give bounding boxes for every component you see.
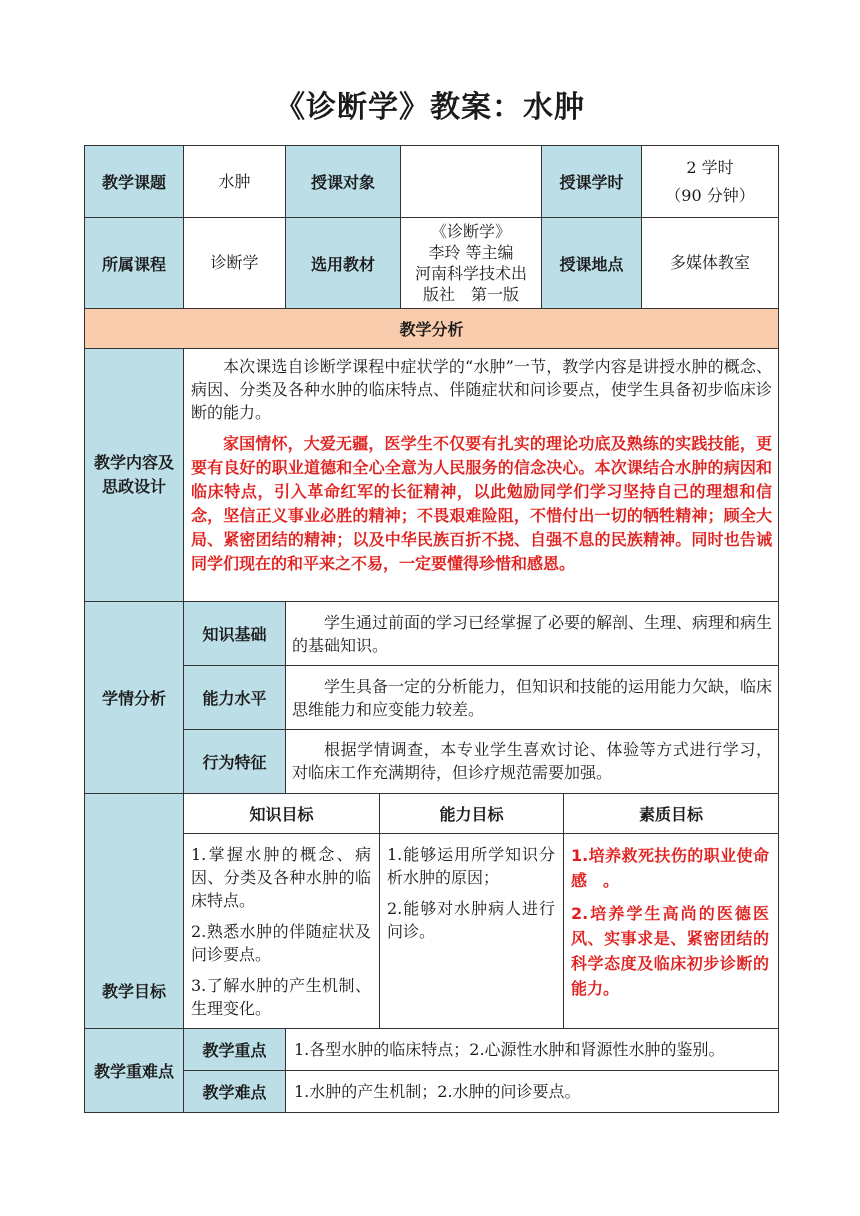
quality-goal-header: 素质目标 xyxy=(563,793,779,834)
behavior-text xyxy=(292,738,772,784)
analysis-section-header: 教学分析 xyxy=(84,308,779,349)
content-paragraph: 本次课选自诊断学课程中症状学的“水肿”一节，教学内容是讲授水肿的概念、病因、分类及各种水肿的临床特点、伴随症状和问诊要点，使学生具备初步临床诊断的能力。 xyxy=(191,357,772,422)
textbook-line: 李玲 等主编 xyxy=(428,243,514,262)
knowledge-goal-item: 2.熟悉水肿的伴随症状及问诊要点。 xyxy=(191,922,371,964)
difficulty-value xyxy=(285,1070,779,1113)
quality-goal-item: 1.培养救死扶伤的职业使命感 。 xyxy=(571,846,769,890)
ability-goal-item: 2.能够对水肿病人进行问诊。 xyxy=(387,899,555,941)
textbook-line: 《诊断学》 xyxy=(430,222,511,241)
key-point-value xyxy=(285,1028,779,1071)
key-difficult-label: 教学重难点 xyxy=(84,1028,184,1113)
key-point-text: 1.各型水肿的临床特点；2.心源性水肿和肾源性水肿的鉴别。 xyxy=(294,1039,725,1059)
knowledge-goal-list xyxy=(191,843,371,1028)
ability-goal-item: 1.能够运用所学知识分析水肿的原因； xyxy=(387,845,555,887)
textbook-label: 选用教材 xyxy=(285,217,401,309)
content-ideology-text xyxy=(191,355,772,576)
textbook-line: 河南科学技术出 xyxy=(414,264,527,283)
content-label-line-1: 教学内容及 xyxy=(93,453,174,472)
audience-value xyxy=(400,145,542,218)
behavior-label: 行为特征 xyxy=(183,729,286,794)
knowledge-base-label: 知识基础 xyxy=(183,601,286,666)
location-label: 授课地点 xyxy=(541,217,642,309)
ability-goal-list xyxy=(387,843,555,951)
knowledge-base-paragraph: 学生通过前面的学习已经掌握了必要的解剖、生理、病理和病生的基础知识。 xyxy=(292,613,773,655)
knowledge-base-text xyxy=(292,611,772,657)
quality-goal-list xyxy=(571,843,769,1009)
hours-value xyxy=(641,145,779,218)
course-topic-label: 教学课题 xyxy=(84,145,184,218)
ideology-paragraph: 家国情怀，大爱无疆，医学生不仅要有扎实的理论功底及熟练的实践技能，更要有良好的职业道德和全心全意为人民服务的信念决心。本次课结合水肿的病因和临床特点，引入革命红军的长征精神，以此勉励同学们学习坚持自己的理想和信念，坚信正义事业必胜的精神；不畏艰难险阻，不惜付出一切的牺牲精神；顾全大局、紧密团结的精神；以及中华民族百折不挠、自强不息的民族精神。同时也告诫同学们现在的和平来之不易，一定要懂得珍惜和感恩。 xyxy=(191,434,772,573)
content-label-line-2: 思政设计 xyxy=(101,477,166,496)
difficulty-label: 教学难点 xyxy=(183,1070,286,1113)
hours-line-2: （90 分钟） xyxy=(665,185,755,205)
textbook-value xyxy=(400,217,542,309)
ability-level-text xyxy=(292,675,772,721)
ability-level-paragraph: 学生具备一定的分析能力，但知识和技能的运用能力欠缺，临床思维能力和应变能力较差。 xyxy=(292,677,773,719)
key-point-label: 教学重点 xyxy=(183,1028,286,1071)
quality-goal-item: 2.培养学生高尚的医德医风、实事求是、紧密团结的科学态度及临床初步诊断的能力。 xyxy=(571,904,769,998)
teaching-goals-label xyxy=(84,793,184,1029)
learner-analysis-label: 学情分析 xyxy=(84,601,184,794)
hours-line-1: 2 学时 xyxy=(686,157,734,177)
location-value: 多媒体教室 xyxy=(641,217,779,309)
ability-goal-header: 能力目标 xyxy=(379,793,564,834)
textbook-line: 版社 第一版 xyxy=(422,285,519,304)
knowledge-goal-item: 1.掌握水肿的概念、病因、分类及各种水肿的临床特点。 xyxy=(191,845,371,910)
knowledge-goal-header: 知识目标 xyxy=(183,793,380,834)
audience-label: 授课对象 xyxy=(285,145,401,218)
course-value: 诊断学 xyxy=(183,217,286,309)
course-label: 所属课程 xyxy=(84,217,184,309)
knowledge-goal-item: 3.了解水肿的产生机制、生理变化。 xyxy=(191,976,371,1018)
content-ideology-label xyxy=(84,348,184,602)
teaching-goals-label-text: 教学目标 xyxy=(101,982,166,1001)
document-title: 《诊断学》教案：水肿 xyxy=(275,90,585,125)
difficulty-text: 1.水肿的产生机制；2.水肿的问诊要点。 xyxy=(294,1081,581,1101)
ability-level-label: 能力水平 xyxy=(183,665,286,730)
course-topic-value: 水肿 xyxy=(183,145,286,218)
hours-label: 授课学时 xyxy=(541,145,642,218)
behavior-paragraph: 根据学情调查，本专业学生喜欢讨论、体验等方式进行学习， 对临床工作充满期待，但诊疗规范需要加强。 xyxy=(292,740,772,782)
